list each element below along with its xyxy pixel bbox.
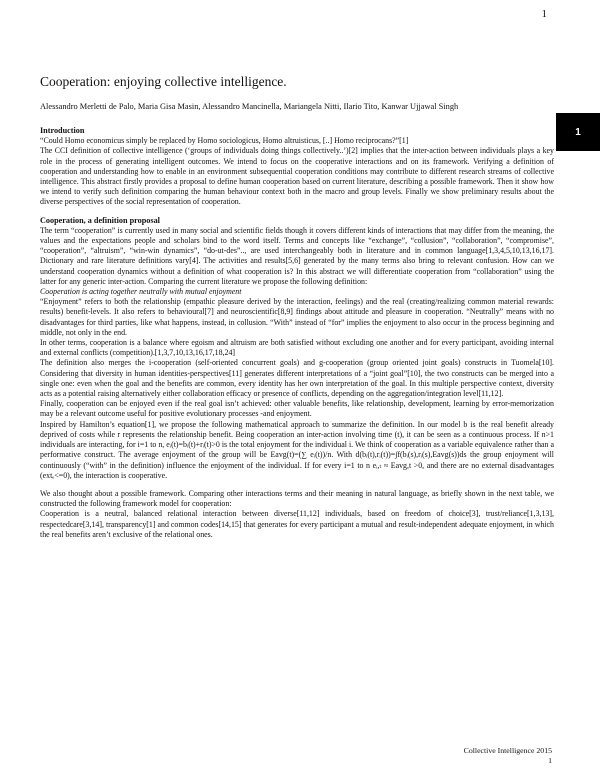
paper-body (40, 126, 554, 540)
definition-body: The term “cooperation” is currently used in many social and scientific fields though it covers different kinds of interactions that may differ from the meaning, the values and the expectations people and scholars bind to the word itself. Terms and concepts like “exchange”, “collusion”, “collaboration”, “compromise”, “cooperation”, “altruism”, “win-win dynamics”, “do-ut-des”.., are used interchangeably both in literature and in common language[1,3,4,5,10,13,16,17]. Dictionary and rare literature definitions vary[4]. The activities and results[5,6] generated by the many terms also bring to relevant confusion. How can we understand cooperation dynamics without a definition of what cooperation is? In this abstract we will differentiate cooperation from “collaboration” using the latter for any generic inter-action. Comparing the current literature we propose the following definition: (40, 225, 554, 286)
introduction-body: The CCI definition of collective intelligence (‘groups of individuals doing things collectively..’)[2] implies that the inter-action between individuals plays a key role in the process of generating intelligent outcomes. We intend to focus on the cooperative interactions and on its framework. Verifying a definition of cooperation and understanding how to enable in an environment subsequential cooperation conditions may contribute to different research streams of collective intelligence. This abstract firstly provides a proposal to define human cooperation based on current literature, describing a possible framework. Then it show how we intend to verify such definition comparing the human behaviour context both in the macro and group levels. Finally we show preliminary results about the diverse perspectives of the social representation of cooperation. (40, 146, 554, 207)
footer-venue: Collective Intelligence 2015 (463, 746, 552, 755)
side-tab-page-marker: 1 (556, 113, 600, 151)
finally-paragraph: Finally, cooperation can be enjoyed even if the real goal isn’t achieved: other valuable benefits, like relationship, development, learning by error-memorization may be a relevant outcome useful for positive evolutionary processes -and enjoyment. (40, 399, 554, 419)
cooperation-definition: Cooperation is acting together neutrally with mutual enjoyment (40, 287, 242, 297)
framework-paragraph: We also thought about a possible framework. Comparing other interactions terms and their meaning in natural language, as briefly shown in the next table, we constructed the following framework model for cooperation: (40, 488, 554, 509)
enjoyment-paragraph: “Enjoyment” refers to both the relationship (empathic pleasure derived by the interaction, feelings) and the real (creating/realizing common material rewards: results) benefit-levels. It also refers to behavioural[7] and neuroscientific[8,9] findings about attitude and pleasure in cooperation. “Neutrally” means with no disadvantages for third parties, like what happens, instead, in collusion. “With” instead of “for” implies the enjoyment to also occur in the process beginning and middle, not only in the end. (40, 297, 554, 337)
definition-heading: Cooperation, a definition proposal (40, 215, 160, 225)
other-terms-paragraph: In other terms, cooperation is a balance where egoism and altruism are both satisfied without excluding one another and for every participant, avoiding internal and external conflicts (competition).[1,3,7,10,13,16,17,18,24] (40, 338, 554, 358)
page-footer (464, 746, 552, 765)
introduction-quote: “Could Homo economicus simply be replaced by Homo sociologicus, Homo altruisticus, [..] Homo reciprocans?”[1] (40, 136, 409, 146)
merges-paragraph: The definition also merges the i-cooperation (self-oriented concurrent goals) and g-cooperation (group oriented joint goals) constructs in Tuomela[10]. Considering that diversity in human identities-perspectives[11] generates different interpretations of a “joint goal”[10], the two constructs can be merged into a single one: even when the goal and the benefits are common, every identity has her own interpretation of the goal. In this multiple perspective context, diversity acts as a potential raising alternatively either collaboration efficacy or presence of conflicts, depending on the aggregation/integration level[11,12]. (40, 358, 554, 399)
introduction-heading: Introduction (40, 126, 85, 135)
paper-title: Cooperation: enjoying collective intelligence. (40, 74, 287, 89)
footer-page-number: 1 (548, 755, 552, 765)
hamilton-paragraph: Inspired by Hamilton’s equation[1], we propose the following mathematical approach to summarize the definition. In our model b is the real benefit already deprived of costs while r represents the relationship benefit. Being cooperation an inter-action involving time (t), it can be seen as a continuous process. If n>1 individuals are interacting, for i=1 to n, eᵢ(t)=bᵢ(t)+rᵢ(t)>0 is the total enjoyment for the individual i. We think of cooperation as a variable equivalence rather than a performative construct. The average enjoyment of the group will be Eavg(t)=(∑ eᵢ(t))/n. With d(bᵢ(t),rᵢ(t))=∫f(bᵢ(s),rᵢ(s),Eavg(s))ds the group enjoyment will continuously (“with” in the definition) influence the enjoyment of the individual. If for every i=1 to n eᵢ,ₜ ≈ Eavg,t >0, and there are no external disadvantages (extₑ<=0), the interaction is cooperative. (40, 419, 554, 480)
framework-definition-paragraph: Cooperation is a neutral, balanced relational interaction between diverse[11,12] individuals, based on freedom of choice[3], trust/reliance[1,3,13], respectedcare[3,14], transparency[1] and common codes[14,15] that generates for every participant a mutual and result-independent adequate enjoyment, in which the real benefits aren’t exclusive of the relational ones. (40, 509, 554, 539)
page-number-top: 1 (541, 8, 547, 20)
author-list: Alessandro Merletti de Palo, Maria Gisa Masin, Alessandro Mancinella, Mariangela Nitti, Ilario Tito, Kanwar Ujjawal Singh (40, 102, 459, 111)
